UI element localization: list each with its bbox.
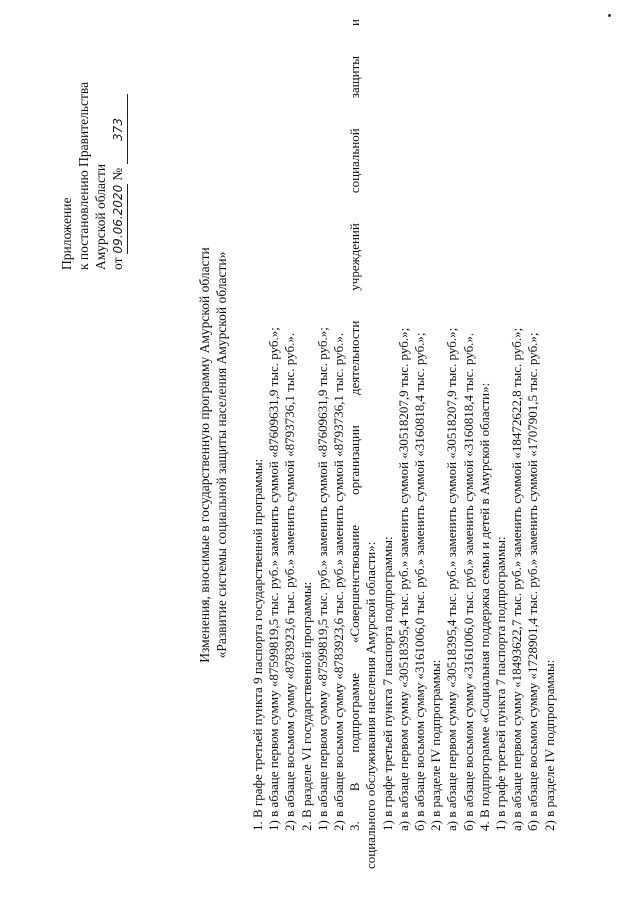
approval-date-line	[109, 30, 128, 270]
body-line: 1) в абзаце первом сумму «87599819,5 тыс. руб.» заменить суммой «87609631,9 тыс. руб.»;	[266, 327, 282, 831]
approval-line-3: Амурской области	[93, 163, 108, 270]
body-line: б) в абзаце восьмом сумму «3161006,0 тыс. руб.» заменить суммой «3160818,4 тыс. руб.».	[460, 332, 476, 831]
body-line: 1) в графе третьей пункта 7 паспорта подпрограммы:	[379, 536, 395, 831]
body-line: 2) в разделе IV подпрограммы:	[541, 659, 557, 831]
body-line: 2) в абзаце восьмом сумму «8783923,6 тыс. руб.» заменить суммой «8793736,1 тыс. руб.».	[282, 332, 298, 831]
handwritten-number: 373	[110, 95, 128, 165]
number-prefix: №	[110, 167, 125, 181]
scan-speck	[608, 14, 611, 17]
document-heading	[196, 145, 230, 765]
approval-title: Приложение	[59, 197, 74, 270]
body-line: а) в абзаце первом сумму «30518395,4 тыс. руб.» заменить суммой «30518207,9 тыс. руб.»;	[395, 327, 411, 831]
heading-line-1: Изменения, вносимые в государственную программу Амурской области	[197, 247, 212, 663]
body-line: 2) в абзаце восьмом сумму «8783923,6 тыс. руб.» заменить суммой «8793736,1 тыс. руб.».	[331, 332, 347, 831]
body-line: 4. В подпрограмме «Социальная поддержка семьи и детей в Амурской области»:	[476, 382, 492, 831]
approval-line-2: к постановлению Правительства	[76, 81, 91, 270]
body-line: 1) в графе третьей пункта 7 паспорта подпрограммы:	[493, 536, 509, 831]
body-line: 2) в разделе IV подпрограммы:	[428, 659, 444, 831]
approval-block	[58, 30, 128, 270]
body-line: 1) в абзаце первом сумму «87599819,5 тыс. руб.» заменить суммой «87609631,9 тыс. руб.»;	[314, 327, 330, 831]
body-line: а) в абзаце первом сумму «18493622,7 тыс. руб.» заменить суммой «18472622,8 тыс. руб.»;	[509, 327, 525, 831]
handwritten-date: 09.06.2020	[110, 184, 128, 254]
body-line: а) в абзаце первом сумму «30518395,4 тыс. руб.» заменить суммой «30518207,9 тыс. руб.»;	[444, 327, 460, 831]
body-line: 1. В графе третьей пункта 9 паспорта государственной программы:	[250, 458, 265, 831]
heading-line-2: «Развитие системы социальной защиты населения Амурской области»	[214, 251, 229, 659]
body-line: социального обслуживания населения Амурской области»:	[363, 541, 379, 869]
body-line: 3. В подпрограмме «Совершенствование организации деятельности учреждений социальной защиты и	[347, 19, 363, 831]
body-line: б) в абзаце восьмом сумму «3161006,0 тыс. руб.» заменить суммой «3160818,4 тыс. руб.»;	[412, 332, 428, 831]
body-line: 2. В разделе VI государственной программы:	[298, 581, 314, 831]
body-line: б) в абзаце восьмом сумму «1728901,4 тыс. руб.» заменить суммой «1707901,5 тыс. руб.»;	[525, 332, 541, 831]
date-prefix: от	[110, 257, 125, 270]
document-body	[250, 19, 558, 869]
